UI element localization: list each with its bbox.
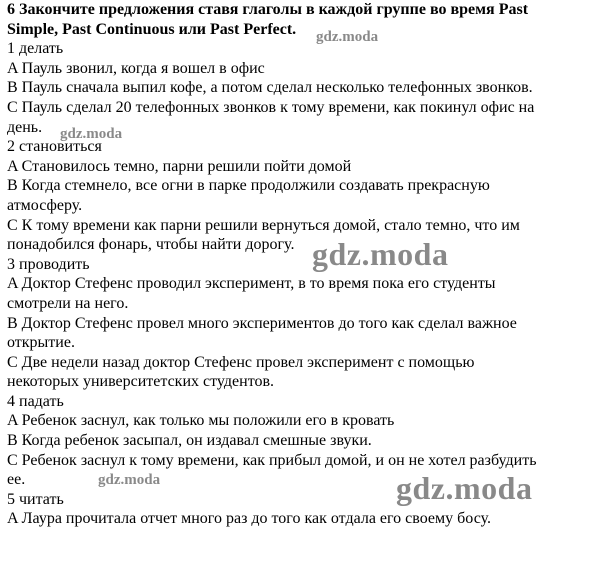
task-1c-sentence: C Пауль сделал 20 телефонных звонков к тому времени, как покинул офис на [7,98,535,116]
task-4c-sentence-cont: ее. [7,471,26,489]
task-2c-sentence-cont: понадобился фонарь, чтобы найти дорогу. [7,236,295,254]
watermark-logo: gdz.moda [60,126,123,142]
watermark-logo: gdz.moda [312,236,449,272]
task-4-verb: 4 падать [7,392,64,410]
task-3-verb: 3 проводить [7,255,90,273]
task-3a-sentence-cont: смотрели на него. [7,294,129,312]
task-2-verb: 2 становиться [7,138,102,156]
task-1b-sentence: B Пауль сначала выпил кофе, а потом сделал несколько телефонных звонков. [7,79,533,97]
task-5-verb: 5 читать [7,490,64,508]
task-3b-sentence-cont: открытие. [7,334,75,352]
task-2c-sentence: C К тому времени как парни решили вернуться домой, стало темно, что им [7,216,520,234]
exercise-title-line-2: Simple, Past Continuous или Past Perfect. [7,20,297,38]
exercise-text [7,0,587,529]
task-4c-sentence: C Ребенок заснул к тому времени, как прибыл домой, и он не хотел разбудить [7,451,537,469]
watermark-logo: gdz.moda [316,29,379,45]
task-3b-sentence: B Доктор Стефенс провел много экспериментов до того как сделал важное [7,314,517,332]
task-1-verb: 1 делать [7,40,64,58]
task-2b-sentence-cont: атмосферу. [7,196,83,214]
task-3c-sentence-cont: некоторых университетских студентов. [7,373,275,391]
exercise-title-line-1: 6 Закончите предложения ставя глаголы в каждой группе во время Past [7,1,529,18]
task-5a-sentence: A Лаура прочитала отчет много раз до того как отдала его своему босу. [7,510,491,528]
task-1a-sentence: A Пауль звонил, когда я вошел в офис [7,59,265,77]
task-2a-sentence: A Становилось темно, парни решили пойти домой [7,157,352,175]
task-2b-sentence: B Когда стемнело, все огни в парке продолжили создавать прекрасную [7,177,490,195]
task-3c-sentence: C Две недели назад доктор Стефенс провел эксперимент с помощью [7,353,475,371]
task-4b-sentence: B Когда ребенок засыпал, он издавал смешные звуки. [7,432,372,450]
watermark-logo: gdz.moda [396,470,533,506]
watermark-logo: gdz.moda [98,472,161,488]
task-3a-sentence: A Доктор Стефенс проводил эксперимент, в то время пока его студенты [7,275,496,293]
task-4a-sentence: A Ребенок заснул, как только мы положили его в кровать [7,412,395,430]
task-1c-sentence-cont: день. [7,118,43,136]
